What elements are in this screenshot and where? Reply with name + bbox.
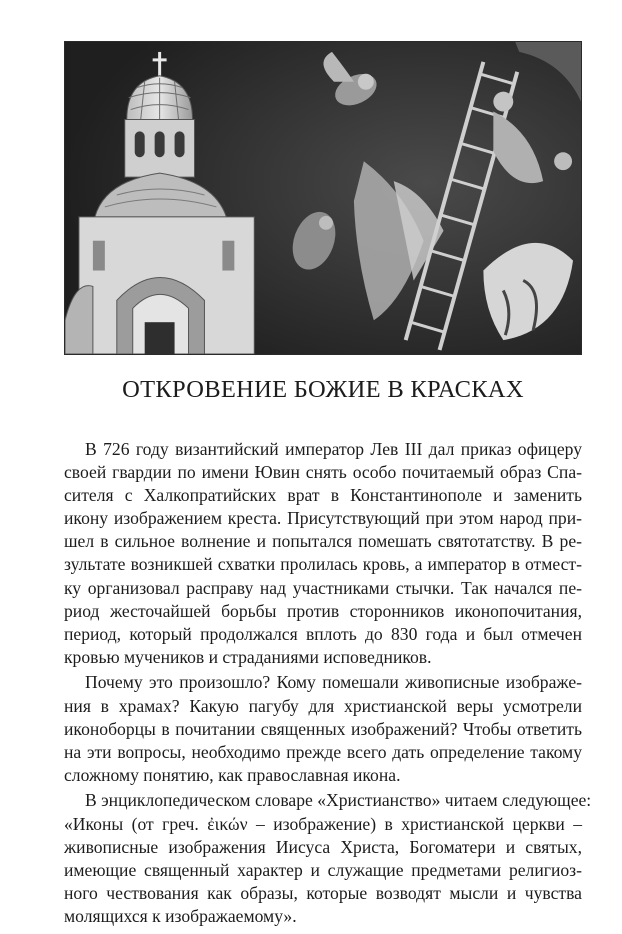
text-line: сителя с Халкопратийских врат в Константинополе и заменить [64, 485, 582, 506]
body-text [64, 438, 592, 928]
text-line: зультате возникшей схватки пролилась кровь, а император в отмест- [64, 554, 582, 575]
text-line: риод жесточайшей борьбы против сторонников иконопочитания, [64, 600, 582, 621]
text-line: В 726 году византийский император Лев III дал приказ офицеру [85, 439, 582, 459]
text-line: В энциклопедическом словаре «Христианство» читаем следующее: [85, 790, 592, 811]
text-line: кровью мучеников и страданиями исповедников. [64, 646, 432, 667]
text-line: ного чествования как образы, которые возводят мысли и чувства [64, 882, 582, 903]
text-line: сложному понятию, как православная икона. [64, 764, 401, 785]
text-line: молящихся к изображаемому». [64, 905, 297, 926]
text-line: «Иконы (от греч. ἐικών – изображение) в христианской церкви – [64, 813, 582, 834]
paragraph-2 [64, 671, 582, 786]
text-line: Почему это произошло? Кому помешали живописные изображе- [85, 672, 582, 693]
text-line: на эти вопросы, необходимо прежде всего дать определение такому [64, 741, 582, 762]
paragraph-3 [64, 789, 592, 928]
paragraph-1 [64, 438, 582, 669]
fresco-image [65, 42, 581, 354]
text-line: имеющие священный характер и служащие предметами религиоз- [64, 859, 582, 880]
text-line: период, который продолжался вплоть до 830 года и был отмечен [64, 623, 582, 644]
text-line: ку организовал расправу над участниками стычки. Так начался пе- [64, 577, 582, 598]
text-line: икону изображением креста. Присутствующий при этом народ при- [64, 508, 582, 529]
text-line: своей гвардии по имени Ювин снять особо почитаемый образ Спа- [64, 462, 582, 483]
text-line: шел в сильное волнение и попытался помешать святотатству. В ре- [64, 531, 582, 552]
fresco-illustration [64, 41, 582, 355]
section-title: ОТКРОВЕНИЕ БОЖИЕ В КРАСКАХ [122, 376, 524, 403]
text-line: живописные изображения Иисуса Христа, Богоматери и святых, [64, 836, 582, 857]
text-line: иконоборцы в почитании священных изображений? Чтобы ответить [64, 718, 582, 739]
text-line: ния в храмах? Какую пагубу для христианской веры усмотрели [64, 695, 582, 716]
